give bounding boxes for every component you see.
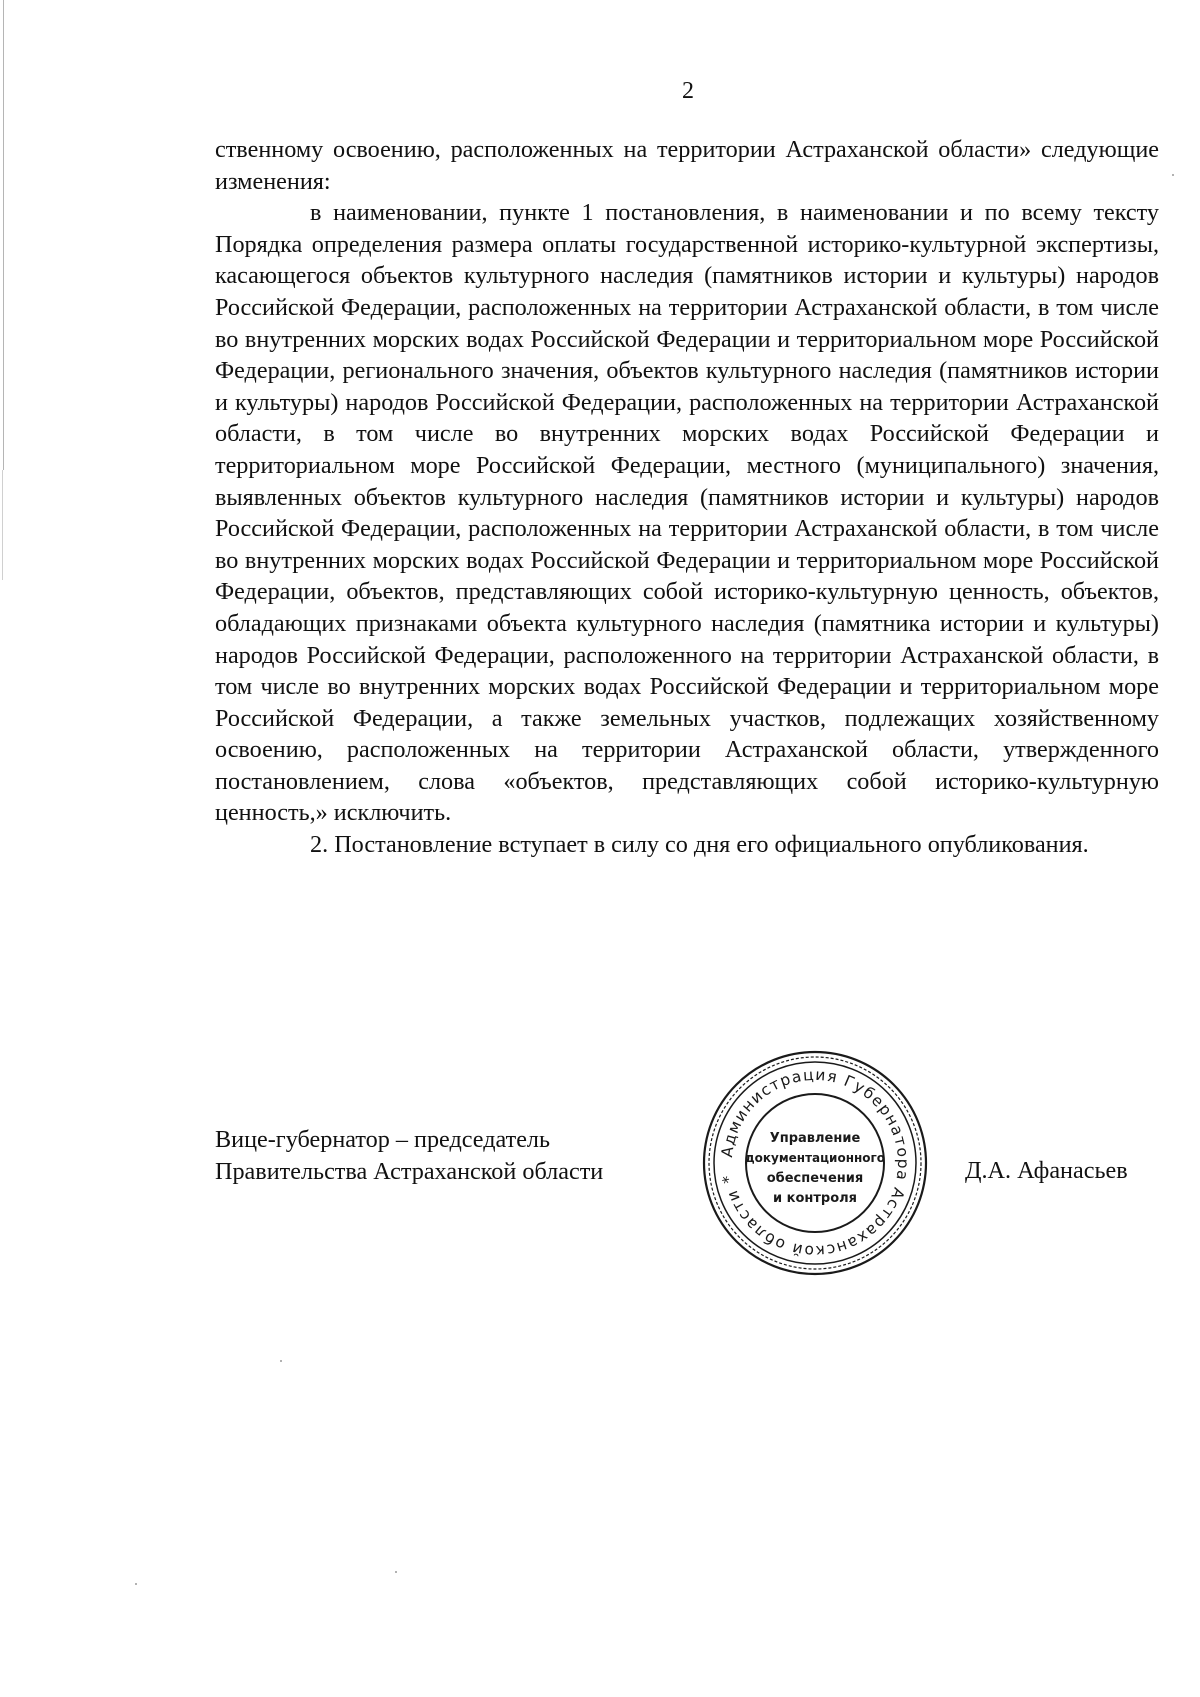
paragraph-effective-date: 2. Постановление вступает в силу со дня его официального опубликования.: [310, 831, 1089, 859]
seal-ring-text: Администрация Губернатора Астраханской области *: [718, 1065, 913, 1261]
signatory-position-line2: Правительства Астраханской области: [215, 1158, 604, 1185]
scan-edge-line: [3, 0, 4, 470]
seal-center-line4: и контроля: [772, 1191, 858, 1206]
paragraph-continuation: ственному освоению, расположенных на территории Астраханской области» следующие изменения:: [215, 136, 1159, 195]
signatory-position-line1: Вице-губернатор – председатель: [215, 1126, 551, 1153]
seal-center-line1: Управление: [769, 1131, 861, 1146]
scan-speck: [1172, 174, 1174, 176]
official-seal: [702, 1050, 928, 1276]
page-number: 2: [682, 78, 694, 104]
scan-edge-line: [2, 470, 3, 580]
scan-speck: [280, 1360, 282, 1362]
signatory-position: [215, 1124, 603, 1188]
scan-speck: [135, 1583, 137, 1585]
seal-center-line2: документационного: [744, 1151, 886, 1165]
document-body: [215, 134, 1159, 861]
paragraph-amendment: в наименовании, пункте 1 постановления, в наименовании и по всему тексту Порядка определения размера оплаты государственной историко-культурной экспертизы, касающегося объектов культурного наследия (памятников истории и культуры) народов Российской Федерации, расположенных на территории Астраханской области, в том числе во внутренних морских водах Российской Федерации и территориальном море Российской Федерации, регионального значения, объектов культурного наследия (памятников истории и культуры) народов Российской Федерации, расположенных на территории Астраханской области, в том числе во внутренних морских водах Российской Федерации и территориальном море Российской Федерации, местного (муниципального) значения, выявленных объектов культурного наследия (памятников истории и культуры) народов Российской Федерации, расположенных на территории Астраханской области, в том числе во внутренних морских водах Российской Федерации и территориальном море Российской Федерации, объектов, представляющих собой историко-культурную ценность, объектов, обладающих признаками объекта культурного наследия (памятника истории и культуры) народов Российской Федерации, расположенного на территории Астраханской области, в том числе во внутренних морских водах Российской Федерации и территориальном море Российской Федерации, а также земельных участков, подлежащих хозяйственному освоению, расположенных на территории Астраханской области, утвержденного постановлением, слова «объектов, представляющих собой историко-культурную ценность,» исключить.: [215, 199, 1159, 827]
seal-center-line3: обеспечения: [766, 1171, 864, 1186]
signatory-name: Д.А. Афанасьев: [965, 1157, 1128, 1184]
scan-speck: [395, 1571, 397, 1573]
